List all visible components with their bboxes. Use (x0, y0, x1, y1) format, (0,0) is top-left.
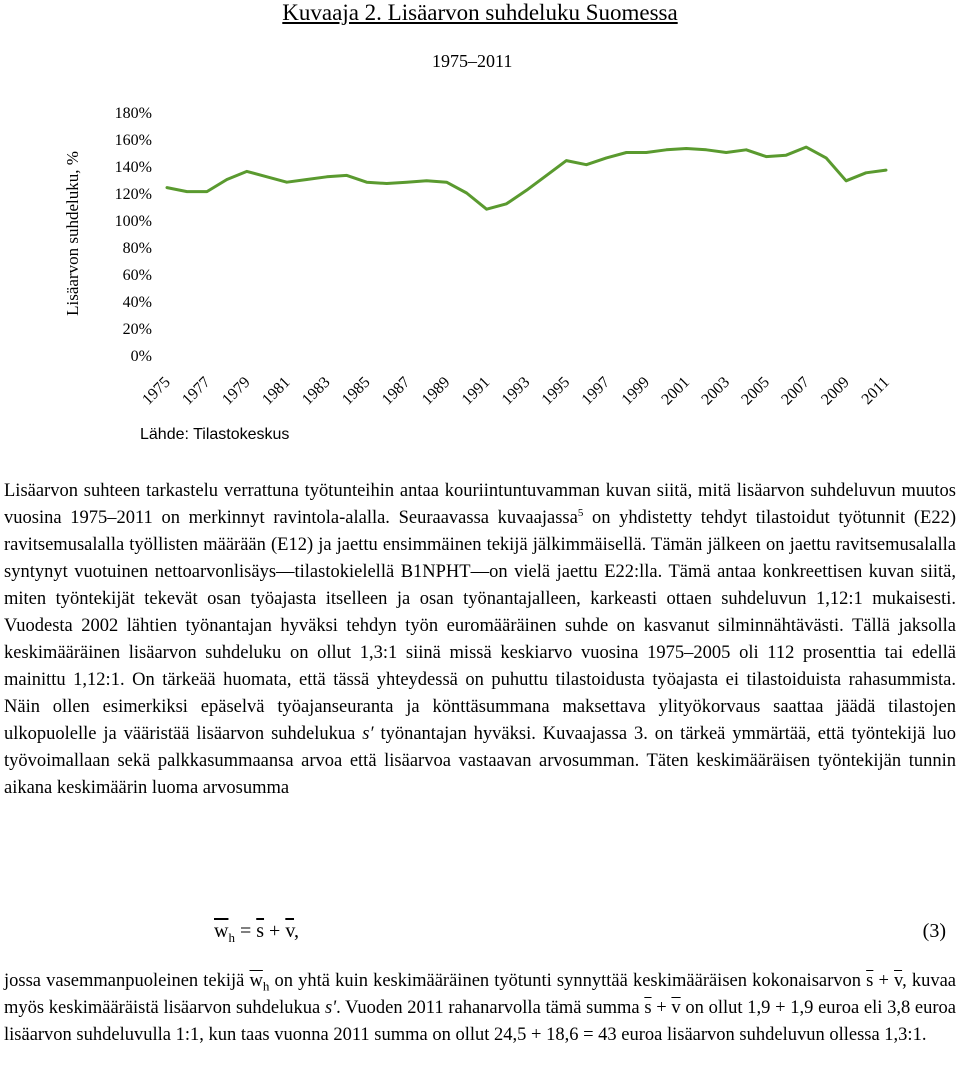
equation-3 (0, 914, 960, 948)
eq-h-subscript: h (228, 930, 235, 945)
series-line (167, 147, 886, 209)
data-point (845, 180, 847, 182)
data-point (765, 155, 767, 157)
body-paragraph-2 (4, 968, 956, 1049)
data-point (725, 151, 727, 153)
x-tick-label: 1987 (378, 373, 414, 409)
s-prime-symbol: s′ (362, 724, 374, 744)
p2-s2-symbol: $\overline{s}$ (644, 998, 652, 1018)
data-point (505, 203, 507, 205)
p2-f: + (651, 998, 672, 1018)
p2-s-symbol: $\overline{s}$ (866, 971, 874, 991)
x-tick-label: 1975 (139, 373, 174, 409)
data-point (545, 174, 547, 176)
x-tick-label: 2005 (738, 373, 773, 409)
eq-s-symbol: $\overline{s}$ (256, 920, 265, 942)
y-tick-label: 20% (122, 321, 152, 338)
data-point (665, 149, 667, 151)
y-tick-label: 60% (122, 267, 152, 284)
chart-source: Lähde: Tilastokeskus (140, 426, 290, 443)
data-point (326, 176, 328, 178)
p2-v2-symbol: $\overline{v}$ (671, 998, 681, 1018)
y-tick-label: 180% (114, 105, 152, 122)
y-axis-title: Lisäarvon suhdeluku, % (63, 151, 82, 316)
data-point (825, 157, 827, 159)
x-tick-label: 1995 (538, 373, 574, 409)
paragraph-1-part-a: Lisäarvon suhteen tarkastelu verrattuna työtunteihin antaa kouriintuntuvamman kuvan siitä, mitä lisäarvon suhdeluvun muutos vuosina 1975–2011 on merkinnyt ravintola-alalla. Seuraavassa kuvaajassa (4, 481, 956, 528)
data-point (226, 178, 228, 180)
data-point (286, 181, 288, 183)
data-point (405, 181, 407, 183)
eq-w-symbol: $\overline{w}$ (214, 920, 229, 942)
eq-v-symbol: $\overline{v}$ (285, 920, 295, 942)
paragraph-1-part-b: on yhdistetty tehdyt tilastoidut työtunnit (E22) ravitsemusalalla työllisten määrään (E12) ja jaettu ensimmäinen tekijä jälkimmäisellä. Tämän jälkeen on jaettu ravitsemusalalla syntynyt vuotuinen nettoarvonlisäys—tilastokielellä B1NPHT—on vielä jaettu E22:lla. Tämä antaa konkreettisen kuvan siitä, miten työntekijät tekevät osan työajasta itselleen ja osan työnantajalleen, karkeasti ottaen suhdeluvun 1,12:1 mukaisesti. Vuodesta 2002 lähtien työnantajan hyväksi tehdyn työn euromääräinen suhde on kasvanut silminnähtävästi. Tällä jaksolla keskimääräinen lisäarvon suhdeluku on ollut 1,3:1 siinä missä keskiarvo vuosina 1975–2005 oli 112 prosenttia tai edellä mainittu 1,12:1. On tärkeää huomata, että tässä yhteydessä on puhuttu tilastoidusta työajasta ei tilastoiduista rahasummista. Näin ollen esimerkiksi epäselvä työajanseuranta ja könttäsummana maksettava ylityökorvaus saattaa jäädä tilastojen ulkopuolelle ja vääristää lisäarvon suhdelukua (4, 508, 956, 744)
p2-d: , kuvaa myös keskimääräistä lisäarvon suhdelukua (4, 971, 956, 1018)
x-tick-label: 1983 (298, 373, 334, 409)
data-point (625, 151, 627, 153)
data-point (186, 190, 188, 192)
data-point (645, 151, 647, 153)
x-tick-label: 1999 (618, 373, 654, 409)
data-point (346, 174, 348, 176)
data-point (605, 157, 607, 159)
x-tick-label: 2003 (698, 373, 734, 409)
plot-area (63, 105, 893, 408)
data-point (206, 190, 208, 192)
x-tick-label: 1979 (219, 373, 254, 409)
data-point (805, 146, 807, 148)
body-paragraph-1 (4, 478, 956, 802)
eq-equals: = (234, 920, 257, 942)
data-point (565, 159, 567, 161)
y-tick-label: 120% (114, 186, 152, 203)
footnote-marker: 5 (577, 506, 584, 519)
y-tick-label: 40% (122, 294, 152, 311)
y-tick-label: 0% (130, 348, 152, 365)
x-tick-label: 1985 (338, 373, 374, 409)
data-point (525, 189, 527, 191)
x-tick-label: 1997 (578, 373, 614, 409)
chart-title-text: Kuvaaja 2. Lisäarvon suhdeluku Suomessa (282, 0, 678, 25)
data-point (385, 182, 387, 184)
x-tick-label: 2001 (658, 373, 694, 409)
x-tick-label: 2011 (858, 373, 893, 409)
data-point (485, 208, 487, 210)
y-tick-label: 100% (114, 213, 152, 230)
data-point (425, 180, 427, 182)
x-tick-label: 1981 (259, 373, 294, 409)
data-point (465, 192, 467, 194)
data-point (366, 181, 368, 183)
chart-title (0, 0, 960, 26)
data-point (885, 169, 887, 171)
x-tick-label: 1993 (498, 373, 534, 409)
data-point (865, 172, 867, 174)
data-point (166, 186, 168, 188)
equation-number: (3) (922, 920, 946, 942)
data-point (306, 178, 308, 180)
equation-body (214, 914, 299, 948)
data-point (445, 181, 447, 183)
p2-b: on yhtä kuin keskimääräinen työtunti synnyttää keskimääräisen kokonaisarvon (269, 971, 867, 991)
x-tick-label: 2009 (818, 373, 853, 409)
data-point (785, 154, 787, 156)
x-tick-label: 1991 (458, 373, 494, 409)
chart-subtitle-text: 1975–2011 (432, 51, 513, 71)
x-tick-label: 2007 (778, 373, 813, 409)
p2-c: + (873, 971, 895, 991)
y-tick-label: 140% (114, 159, 152, 176)
paragraph-1-part-c: työnantajan hyväksi. Kuvaajassa 3. on tärkeä ymmärtää, että työntekijä luo työvoimallaan sekä palkkasummaansa arvoa että lisäarvoa vastaavan arvosumman. Täten keskimääräisen työntekijän tunnin aikana keskimäärin luoma arvosumma (4, 724, 956, 798)
p2-g: on ollut 1,9 + 1,9 euroa eli 3,8 euroa lisäarvon suhdeluvulla 1:1, kun taas vuonna 2011 summa on ollut 24,5 + 18,6 = 43 euroa lisäarvon suhdeluvun ollessa 1,3:1. (4, 998, 957, 1045)
x-tick-label: 1989 (418, 373, 454, 409)
p2-w-symbol: $\overline{w}$ (249, 971, 263, 991)
line-chart (0, 90, 960, 425)
data-point (745, 149, 747, 151)
eq-comma: , (294, 920, 300, 942)
p2-a: jossa vasemmanpuoleinen tekijä (4, 971, 250, 991)
data-point (266, 176, 268, 178)
eq-plus: + (264, 920, 286, 942)
data-point (705, 149, 707, 151)
y-tick-label: 160% (114, 132, 152, 149)
p2-v-symbol: $\overline{v}$ (894, 971, 903, 991)
x-tick-label: 1977 (179, 373, 214, 409)
p2-h-subscript: h (262, 978, 270, 994)
data-point (246, 170, 248, 172)
y-tick-label: 80% (122, 240, 152, 257)
p2-s-prime-symbol: s' (324, 998, 337, 1018)
data-point (685, 147, 687, 149)
data-point (585, 163, 587, 165)
p2-e: . Vuoden 2011 rahanarvolla tämä summa (336, 998, 645, 1018)
